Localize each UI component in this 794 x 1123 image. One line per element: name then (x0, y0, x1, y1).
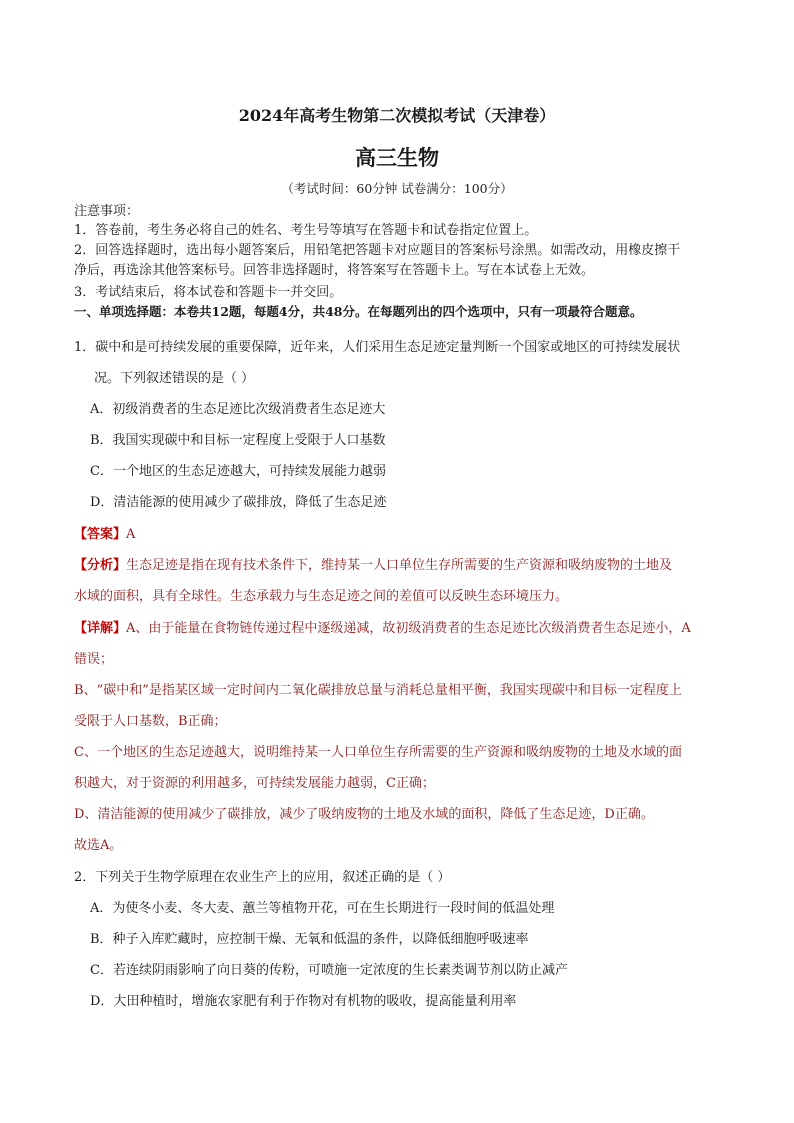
detail-tag: 【详解】 (74, 621, 127, 636)
note-item-2: 2．回答选择题时，选出每小题答案后，用铅笔把答题卡对应题目的答案标号涂黑。如需改动，用橡皮擦干 (74, 243, 681, 258)
note-item-1: 1．答卷前，考生务必将自己的姓名、考生号等填写在答题卡和试卷指定位置上。 (74, 223, 538, 238)
question-2-option-d: D．大田种植时，增施农家肥有利于作物对有机物的吸收，提高能量利用率 (90, 994, 517, 1009)
answer-tag: 【答案】 (74, 527, 127, 542)
analysis-line-1 (74, 557, 672, 574)
analysis-line-2: 水域的面积，具有全球性。生态承载力与生态足迹之间的差值可以反映生态环境压力。 (74, 589, 569, 604)
analysis-text: 生态足迹是指在现有技术条件下，维持某一人口单位生存所需要的生产资源和吸纳废物的土地及 (126, 558, 673, 573)
question-2-option-b: B．种子入库贮藏时，应控制干燥、无氧和低温的条件，以降低细胞呼吸速率 (90, 932, 529, 947)
question-2-option-c: C．若连续阴雨影响了向日葵的传粉，可喷施一定浓度的生长素类调节剂以防止减产 (90, 963, 568, 978)
detail-a-cont: 错误； (74, 652, 114, 667)
note-item-3: 3．考试结束后，将本试卷和答题卡一并交回。 (74, 285, 343, 300)
detail-line-b: B、“碳中和”是指某区域一定时间内二氧化碳排放总量与消耗总量相平衡，我国实现碳中和目标一定程度上 (74, 683, 682, 698)
conclusion: 故选A。 (74, 838, 123, 853)
detail-c-cont: 积越大，对于资源的利用越多，可持续发展能力越弱，C正确； (74, 776, 435, 791)
exam-title: 2024年高考生物第二次模拟考试（天津卷） (238, 106, 556, 125)
answer-line (74, 526, 135, 543)
detail-b-cont: 受限于人口基数，B正确； (74, 714, 227, 729)
question-1-option-d: D．清洁能源的使用减少了碳排放，降低了生态足迹 (90, 495, 387, 510)
question-1-option-a: A．初级消费者的生态足迹比次级消费者生态足迹大 (90, 402, 386, 417)
notes-heading: 注意事项： (74, 204, 140, 219)
exam-subtitle: 高三生物 (355, 146, 439, 170)
note-item-2-cont: 净后，再选涂其他答案标号。回答非选择题时，将答案写在答题卡上。写在本试卷上无效。 (74, 263, 595, 278)
detail-line-c: C、一个地区的生态足迹越大，说明维持某一人口单位生存所需要的生产资源和吸纳废物的土地及水域的面 (74, 745, 682, 760)
question-1-option-c: C．一个地区的生态足迹越大，可持续发展能力越弱 (90, 464, 386, 479)
question-1-stem-cont: 况。下列叙述错误的是（ ） (94, 371, 255, 386)
section-heading: 一、单项选择题：本卷共12题，每题4分，共48分。在每题列出的四个选项中，只有一项最符合题意。 (74, 304, 643, 319)
exam-info: （考试时间：60分钟 试卷满分：100分） (281, 181, 513, 196)
question-2-option-a: A．为使冬小麦、冬大麦、蕙兰等植物开花，可在生长期进行一段时间的低温处理 (90, 901, 555, 916)
question-2-stem: 2．下列关于生物学原理在农业生产上的应用，叙述正确的是（ ） (74, 870, 451, 885)
answer-value: A (126, 527, 136, 542)
question-1-stem: 1．碳中和是可持续发展的重要保障，近年来，人们采用生态足迹定量判断一个国家或地区的可持续发展状 (74, 340, 681, 355)
detail-line-d: D、清洁能源的使用减少了碳排放，减少了吸纳废物的土地及水域的面积，降低了生态足迹，D正确。 (74, 807, 654, 822)
detail-line-a (74, 620, 691, 637)
question-1-option-b: B．我国实现碳中和目标一定程度上受限于人口基数 (90, 433, 386, 448)
detail-a-text: A、由于能量在食物链传递过程中逐级递减，故初级消费者的生态足迹比次级消费者生态足迹小，A (126, 621, 691, 636)
analysis-tag: 【分析】 (74, 558, 127, 573)
